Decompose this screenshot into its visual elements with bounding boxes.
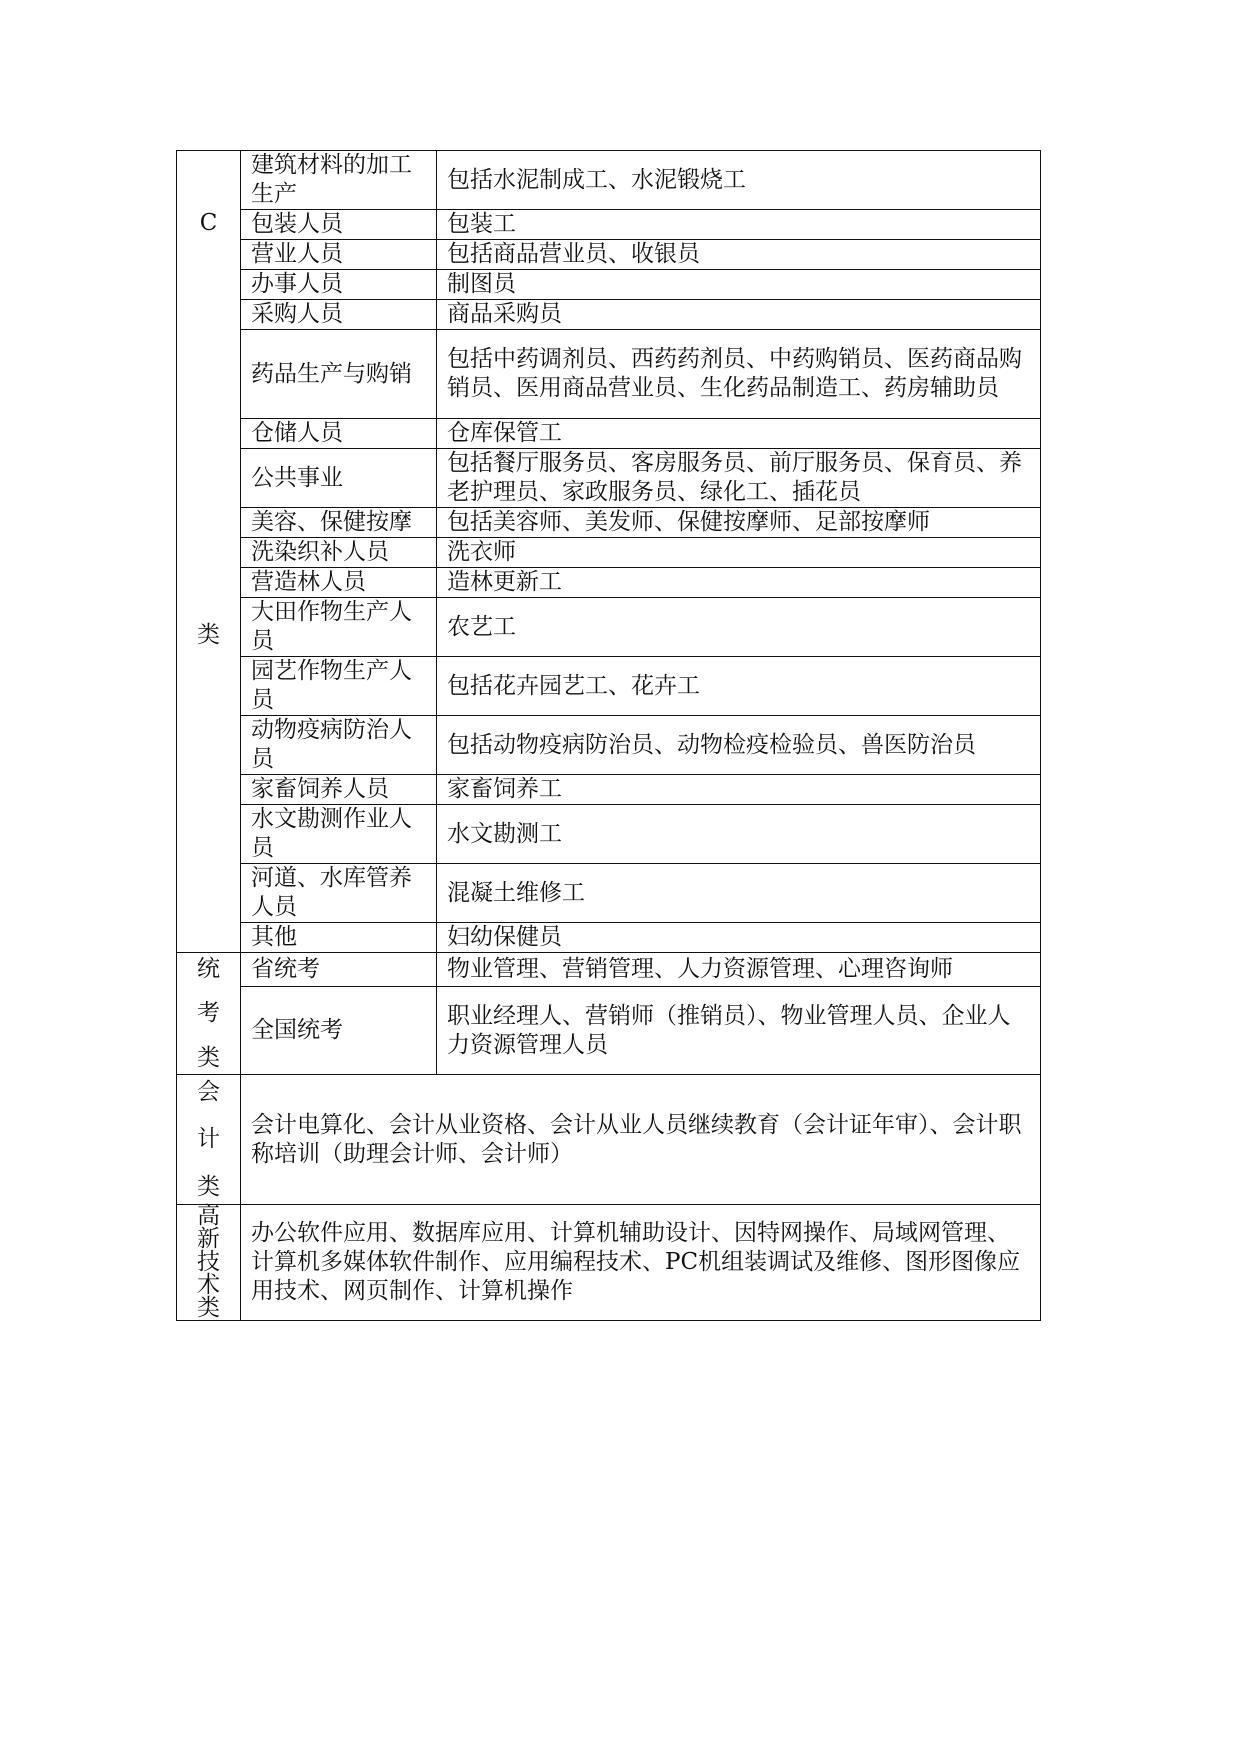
category-hightech-char: 新 [197,1226,220,1252]
row-name: 大田作物生产人员 [241,598,437,657]
row-desc: 包括动物疫病防治员、动物检疫检验员、兽医防治员 [437,716,1041,775]
row-desc: 制图员 [437,270,1041,300]
row-name: 家畜饲养人员 [241,775,437,805]
row-name: 营业人员 [241,240,437,270]
category-accounting-char: 类 [197,1173,220,1200]
row-desc: 家畜饲养工 [437,775,1041,805]
row-name: 全国统考 [241,987,437,1075]
row-desc: 职业经理人、营销师（推销员）、物业管理人员、企业人力资源管理人员 [437,987,1041,1075]
row-name: 动物疫病防治人员 [241,716,437,775]
row-desc: 农艺工 [437,598,1041,657]
category-accounting-cell [177,1075,241,1205]
category-hightech-char: 技 [197,1249,220,1275]
row-name: 办事人员 [241,270,437,300]
row-desc: 物业管理、营销管理、人力资源管理、心理咨询师 [437,953,1041,987]
row-name: 其他 [241,923,437,953]
row-name: 包装人员 [241,210,437,240]
courses-table [176,150,1041,1321]
category-unified-cell [177,953,241,1075]
row-name: 水文勘测作业人员 [241,805,437,864]
row-desc: 包括美容师、美发师、保健按摩师、足部按摩师 [437,508,1041,538]
row-desc: 仓库保管工 [437,419,1041,449]
category-unified-char: 统 [197,955,220,982]
row-desc: 商品采购员 [437,300,1041,330]
hightech-desc: 办公软件应用、数据库应用、计算机辅助设计、因特网操作、局域网管理、计算机多媒体软件制作、应用编程技术、PC机组装调试及维修、图形图像应用技术、网页制作、计算机操作 [241,1205,1041,1321]
category-accounting-char: 会 [197,1078,220,1105]
row-name: 采购人员 [241,300,437,330]
row-desc: 妇幼保健员 [437,923,1041,953]
row-name: 建筑材料的加工生产 [241,151,437,210]
category-c-suffix: 类 [197,622,220,648]
row-name: 美容、保健按摩 [241,508,437,538]
category-hightech-char: 术 [197,1272,220,1298]
category-hightech-char: 高 [197,1203,220,1229]
row-desc: 水文勘测工 [437,805,1041,864]
category-hightech-char: 类 [197,1295,220,1321]
row-desc: 包括中药调剂员、西药药剂员、中药购销员、医药商品购销员、医用商品营业员、生化药品制造工、药房辅助员 [437,330,1041,419]
row-name: 河道、水库管养人员 [241,864,437,923]
row-name: 园艺作物生产人员 [241,657,437,716]
category-accounting-char: 计 [197,1126,220,1152]
row-desc: 包括餐厅服务员、客房服务员、前厅服务员、保育员、养老护理员、家政服务员、绿化工、插花员 [437,449,1041,508]
category-unified-char: 类 [197,1044,220,1071]
accounting-desc: 会计电算化、会计从业资格、会计从业人员继续教育（会计证年审）、会计职称培训（助理会计师、会计师） [241,1075,1041,1205]
row-desc: 包括水泥制成工、水泥锻烧工 [437,151,1041,210]
row-name: 药品生产与购销 [241,330,437,419]
category-hightech-cell [177,1205,241,1321]
row-desc: 包装工 [437,210,1041,240]
category-c-cell [177,151,241,953]
row-name: 洗染织补人员 [241,538,437,568]
row-desc: 造林更新工 [437,568,1041,598]
row-name: 营造林人员 [241,568,437,598]
category-unified-char: 考 [197,1000,220,1026]
row-desc: 包括花卉园艺工、花卉工 [437,657,1041,716]
row-name: 仓储人员 [241,419,437,449]
row-name: 省统考 [241,953,437,987]
row-desc: 包括商品营业员、收银员 [437,240,1041,270]
category-c-label: C [199,210,218,236]
row-desc: 洗衣师 [437,538,1041,568]
row-name: 公共事业 [241,449,437,508]
row-desc: 混凝土维修工 [437,864,1041,923]
